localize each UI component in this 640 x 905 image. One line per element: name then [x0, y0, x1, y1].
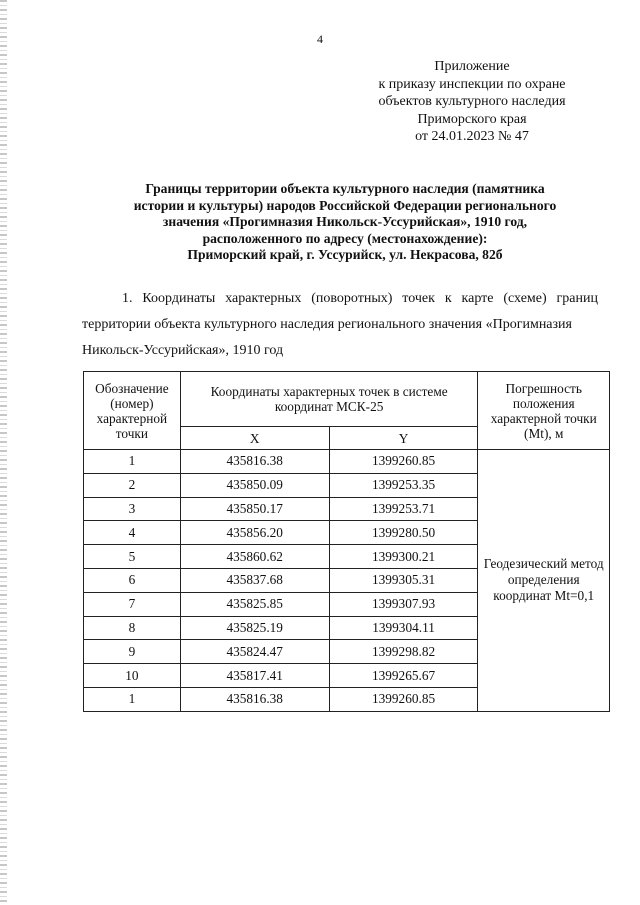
intro-line: Никольск-Уссурийская», 1910 год [82, 343, 284, 358]
point-number-cell: 10 [84, 664, 181, 688]
y-coordinate-cell: 1399304.11 [329, 616, 478, 640]
y-coordinate-cell: 1399280.50 [329, 521, 478, 545]
point-number-cell: 1 [84, 450, 181, 474]
y-coordinate-cell: 1399298.82 [329, 640, 478, 664]
x-coordinate-cell: 435860.62 [180, 545, 329, 569]
point-number-cell: 5 [84, 545, 181, 569]
y-coordinate-cell: 1399307.93 [329, 592, 478, 616]
x-coordinate-cell: 435816.38 [180, 687, 329, 711]
appendix-line: Приложение [434, 59, 510, 74]
title-line: Границы территории объекта культурного наследия (памятника [145, 181, 545, 196]
point-number-cell: 4 [84, 521, 181, 545]
title-line: расположенного по адресу (местонахождение): [202, 230, 488, 246]
x-coordinate-cell: 435816.38 [180, 450, 329, 474]
y-coordinate-cell: 1399300.21 [329, 545, 478, 569]
point-number-cell: 8 [84, 616, 181, 640]
accuracy-method-cell: Геодезический метод определения координат Mt=0,1 [478, 450, 610, 712]
point-number-cell: 1 [84, 687, 181, 711]
header-point-number: Обозначение (номер) характерной точки [84, 372, 181, 450]
page-number: 4 [317, 32, 323, 46]
x-coordinate-cell: 435817.41 [180, 664, 329, 688]
x-coordinate-cell: 435825.19 [180, 616, 329, 640]
y-coordinate-cell: 1399253.71 [329, 497, 478, 521]
point-number-cell: 3 [84, 497, 181, 521]
y-coordinate-cell: 1399305.31 [329, 568, 478, 592]
intro-line: территории объекта культурного наследия регионального значения «Прогимназия [82, 317, 572, 332]
document-title [110, 181, 580, 264]
x-coordinate-cell: 435850.09 [180, 473, 329, 497]
point-number-cell: 9 [84, 640, 181, 664]
header-accuracy: Погрешность положения характерной точки (Mt), м [478, 372, 610, 450]
table-row [84, 450, 610, 474]
title-line: Приморский край, г. Уссурийск, ул. Некрасова, 82б [187, 247, 503, 263]
y-coordinate-cell: 1399260.85 [329, 687, 478, 711]
point-number-cell: 7 [84, 592, 181, 616]
y-coordinate-cell: 1399253.35 [329, 473, 478, 497]
y-coordinate-cell: 1399260.85 [329, 450, 478, 474]
appendix-line: к приказу инспекции по охране [378, 76, 566, 92]
header-x: X [180, 427, 329, 450]
title-line: истории и культуры) народов Российской Федерации регионального [133, 197, 557, 213]
intro-line: 1. Координаты характерных (поворотных) точек к карте (схеме) границ [122, 291, 598, 306]
y-coordinate-cell: 1399265.67 [329, 664, 478, 688]
intro-paragraph [82, 286, 598, 364]
x-coordinate-cell: 435837.68 [180, 568, 329, 592]
x-coordinate-cell: 435825.85 [180, 592, 329, 616]
appendix-header [372, 58, 572, 146]
appendix-line: объектов культурного наследия [378, 94, 566, 109]
point-number-cell: 6 [84, 568, 181, 592]
x-coordinate-cell: 435824.47 [180, 640, 329, 664]
scan-edge-artifact [0, 0, 7, 905]
x-coordinate-cell: 435850.17 [180, 497, 329, 521]
header-coordinates: Координаты характерных точек в системе координат МСК-25 [180, 372, 478, 427]
appendix-line: Приморского края [417, 111, 527, 127]
appendix-line: от 24.01.2023 № 47 [415, 129, 529, 144]
point-number-cell: 2 [84, 473, 181, 497]
header-y: Y [329, 427, 478, 450]
title-line: значения «Прогимназия Никольск-Уссурийская», 1910 год, [162, 214, 528, 230]
coordinates-table [83, 371, 610, 712]
x-coordinate-cell: 435856.20 [180, 521, 329, 545]
